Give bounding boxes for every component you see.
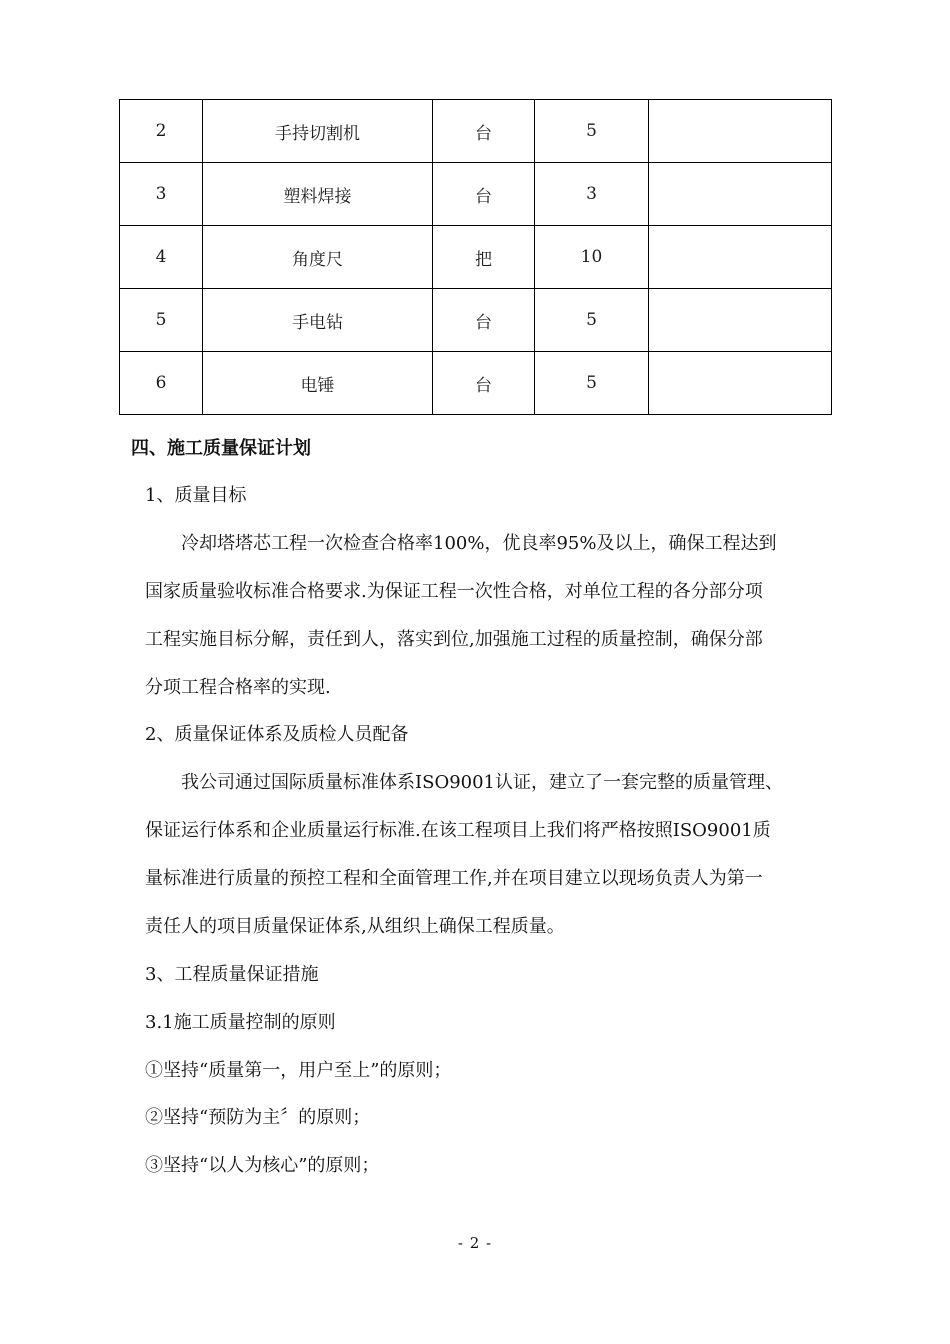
quality-goal-paragraph: [145, 532, 815, 724]
subsection-title-control-principles: 3.1施工质量控制的原则: [145, 1012, 336, 1033]
quantity: 5: [535, 352, 649, 415]
equipment-name: 塑料焊接: [203, 163, 433, 226]
quantity: 5: [535, 289, 649, 352]
remarks: [649, 226, 832, 289]
unit: 台: [433, 289, 535, 352]
paragraph-line: 保证运行体系和企业质量运行标准.在该工程项目上我们将严格按照ISO9001质: [145, 820, 771, 841]
quantity: 10: [535, 226, 649, 289]
row-number: 5: [120, 289, 203, 352]
paragraph-line: 责任人的项目质量保证体系,从组织上确保工程质量。: [145, 916, 565, 937]
principle-item: ①坚持“质量第一，用户至上”的原则；: [145, 1060, 452, 1081]
quantity: 3: [535, 163, 649, 226]
row-number: 6: [120, 352, 203, 415]
unit: 把: [433, 226, 535, 289]
subsection-title-quality-goal: 1、质量目标: [145, 485, 247, 506]
table-row: [120, 289, 832, 352]
paragraph-line: 冷却塔塔芯工程一次检查合格率100%，优良率95%及以上，确保工程达到: [181, 533, 777, 554]
paragraph-line: 我公司通过国际质量标准体系ISO9001认证，建立了一套完整的质量管理、: [181, 772, 784, 793]
unit: 台: [433, 163, 535, 226]
paragraph-line: 量标准进行质量的预控工程和全面管理工作,并在项目建立以现场负责人为第一: [145, 868, 763, 889]
row-number: 3: [120, 163, 203, 226]
principle-item: ③坚持“以人为核心”的原则；: [145, 1155, 380, 1176]
equipment-name: 手电钻: [203, 289, 433, 352]
equipment-name: 电锤: [203, 352, 433, 415]
page-number: - 2 -: [457, 1234, 493, 1252]
table-row: [120, 163, 832, 226]
row-number: 2: [120, 100, 203, 163]
remarks: [649, 352, 832, 415]
paragraph-line: 国家质量验收标准合格要求.为保证工程一次性合格，对单位工程的各分部分项: [145, 581, 763, 602]
equipment-name: 手持切割机: [203, 100, 433, 163]
table-row: [120, 226, 832, 289]
paragraph-line: 工程实施目标分解，责任到人，落实到位,加强施工过程的质量控制，确保分部: [145, 629, 763, 650]
unit: 台: [433, 352, 535, 415]
section-heading: 四、施工质量保证计划: [131, 438, 311, 459]
table-row: [120, 352, 832, 415]
principle-item: ②坚持“预防为主〞的原则；: [145, 1107, 371, 1128]
quality-system-paragraph: [145, 771, 815, 963]
remarks: [649, 289, 832, 352]
table-row: [120, 100, 832, 163]
equipment-table: [119, 99, 832, 415]
quantity: 5: [535, 100, 649, 163]
row-number: 4: [120, 226, 203, 289]
paragraph-line: 分项工程合格率的实现.: [145, 677, 331, 698]
equipment-name: 角度尺: [203, 226, 433, 289]
remarks: [649, 100, 832, 163]
unit: 台: [433, 100, 535, 163]
subsection-title-quality-measures: 3、工程质量保证措施: [145, 964, 319, 985]
subsection-title-quality-system: 2、质量保证体系及质检人员配备: [145, 724, 409, 745]
remarks: [649, 163, 832, 226]
